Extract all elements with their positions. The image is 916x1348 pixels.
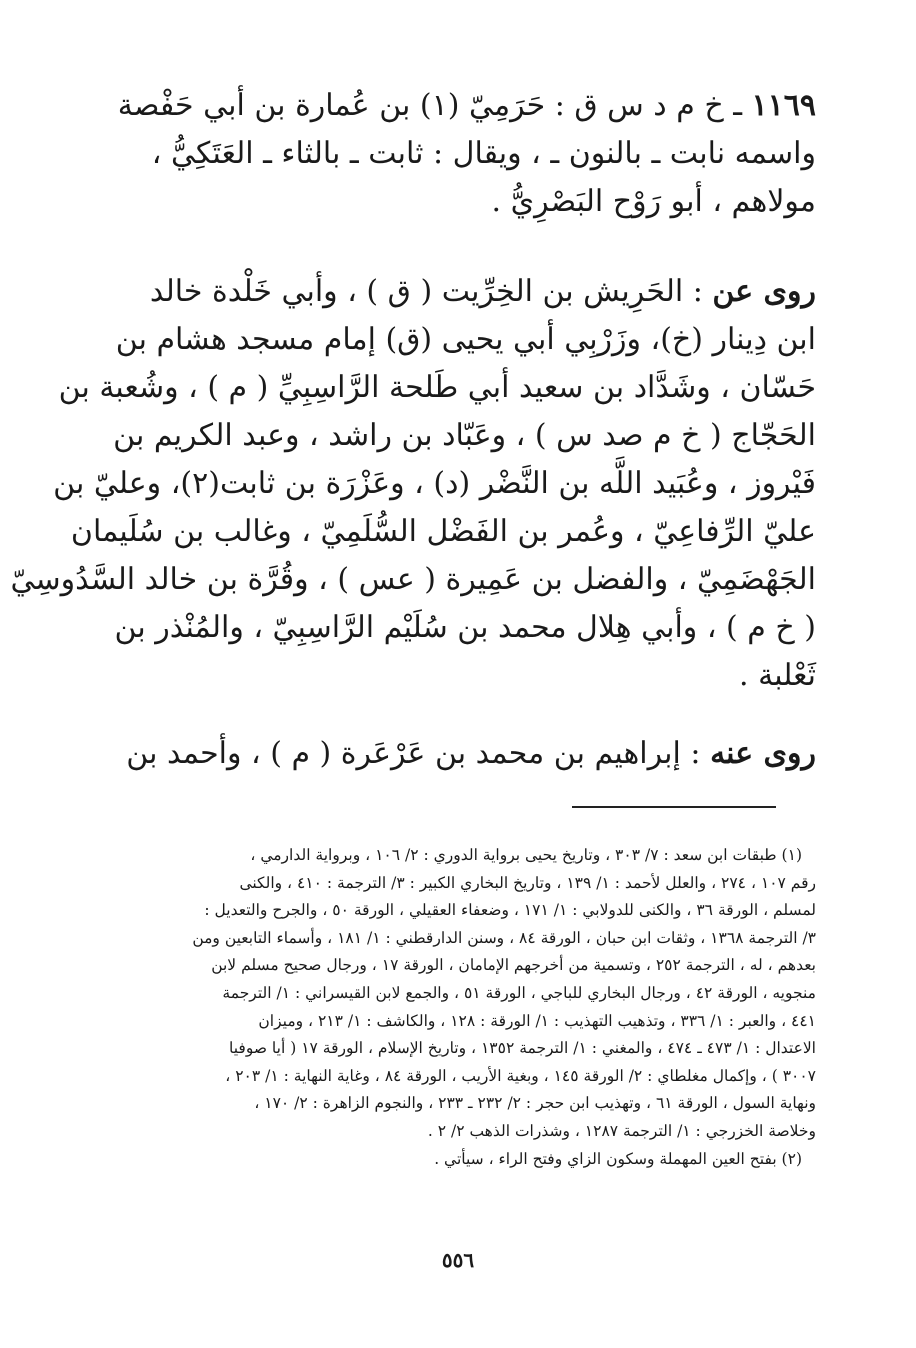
narrated-from-line: [96, 268, 816, 316]
narrated-from-line: عليّ الرِّفاعِيّ ، وعُمر بن الفَضْل السُّلَمِيّ ، وغالب بن سُلَيمان: [70, 514, 816, 549]
entry-line: واسمه نابت ـ بالنون ـ ، ويقال : ثابت ـ بالثاء ـ العَتَكِيُّ ،: [151, 136, 816, 171]
narrated-from-label: روى عن: [712, 274, 816, 309]
entry-line: مولاهم ، أبو رَوْح البَصْرِيُّ .: [491, 184, 816, 219]
narrated-by-label: روى عنه: [710, 736, 816, 771]
narrated-from-line: حَسّان ، وشَدَّاد بن سعيد أبي طَلحة الرَّاسِبِيِّ ( م ) ، وشُعبة بن: [58, 370, 816, 405]
footnote-line: ونهاية السول ، الورقة ٦١ ، وتهذيب ابن حجر : ٢/ ٢٣٢ ـ ٢٣٣ ، والنجوم الزاهرة : ٢/ ١٧٠ ،: [254, 1094, 816, 1113]
footnote-line: منجويه ، الورقة ٤٢ ، ورجال البخاري للباجي ، الورقة ٥١ ، والجمع لابن القيسراني : ١/ الترجمة: [222, 983, 816, 1002]
footnote-line: ٣٠٠٧ ) ، وإكمال مغلطاي : ٢/ الورقة ١٤٥ ، وبغية الأريب ، الورقة ٨٤ ، وغاية النهاية : ١/ ٢٠٣ ،: [225, 1066, 816, 1085]
entry-number: ١١٦٩: [751, 88, 816, 123]
footnote-line: (١) طبقات ابن سعد : ٧/ ٣٠٣ ، وتاريخ يحيى برواية الدوري : ٢/ ١٠٦ ، وبرواية الدارمي ،: [250, 846, 802, 864]
footnotes: [96, 842, 816, 1173]
footnote-line: رقم ١٠٧ ، ٢٧٤ ، والعلل لأحمد : ١/ ١٣٩ ، وتاريخ البخاري الكبير : ٣/ الترجمة : ٤١٠ ، والكنى: [239, 873, 816, 892]
narrated-from-section: [10, 268, 816, 700]
page-number: ٥٥٦: [441, 1248, 475, 1272]
narrated-by-line: [96, 730, 816, 778]
narrated-by-text: : إبراهيم بن محمد بن عَرْعَرة ( م ) ، وأحمد بن: [126, 736, 701, 771]
narrated-from-text: : الحَرِيش بن الخِرِّيت ( ق ) ، وأبي خَلْدة خالد: [149, 274, 703, 309]
footnote-line: وخلاصة الخزرجي : ١/ الترجمة ١٢٨٧ ، وشذرات الذهب ٢/ ٢ .: [427, 1121, 816, 1140]
narrated-from-line: ثَعْلبة .: [739, 658, 816, 693]
entry-line: [96, 82, 816, 130]
narrated-from-line: الجَهْضَمِيّ ، والفضل بن عَمِيرة ( عس ) ، وقُرَّة بن خالد السَّدُوسِيّ: [10, 562, 816, 597]
narrated-from-line: فَيْروز ، وعُبَيد اللَّه بن النَّضْر (د) ، وعَزْرَة بن ثابت(٢)، وعليّ بن: [53, 466, 816, 501]
footnote-line: (٢) بفتح العين المهملة وسكون الزاي وفتح الراء ، سيأتي .: [434, 1149, 802, 1168]
footnote-line: بعدهم ، له ، الترجمة ٢٥٢ ، وتسمية من أخرجهم الإمامان ، الورقة ١٧ ، ورجال صحيح مسلم لابن: [211, 956, 816, 975]
entry-header: [96, 82, 816, 226]
footnote-line: لمسلم ، الورقة ٣٦ ، والكنى للدولابي : ١/ ١٧١ ، وضعفاء العقيلي ، الورقة ٥٠ ، والجرح والتعديل :: [204, 901, 816, 920]
narrated-by-section: [96, 730, 816, 778]
narrated-from-line: ( خ م ) ، وأبي هِلال محمد بن سُلَيْم الرَّاسِبِيّ ، والمُنْذر بن: [114, 610, 816, 645]
narrated-from-line: الحَجّاج ( خ م صد س ) ، وعَبّاد بن راشد ، وعبد الكريم بن: [113, 418, 816, 453]
footnote-separator: [572, 806, 776, 808]
footnote-line: ٣/ الترجمة ١٣٦٨ ، وثقات ابن حبان ، الورقة ٨٤ ، وسنن الدارقطني : ١/ ١٨١ ، وأسماء التابعين ومن: [192, 928, 816, 947]
entry-line-text: ـ خ م د س ق : حَرَمِيّ (١) بن عُمارة بن أبي حَفْصة: [117, 88, 752, 123]
footnote-line: ٤٤١ ، والعبر : ١/ ٣٣٦ ، وتذهيب التهذيب : ١/ الورقة : ١٢٨ ، والكاشف : ١/ ٢١٣ ، وميزان: [258, 1011, 816, 1030]
narrated-from-line: ابن دِينار (خ)، وزَرْبِي أبي يحيى (ق) إمام مسجد هشام بن: [115, 322, 816, 357]
footnote-line: الاعتدال : ١/ ٤٧٣ ـ ٤٧٤ ، والمغني : ١/ الترجمة ١٣٥٢ ، وتاريخ الإسلام ، الورقة ١٧ ( أيا صوفيا: [229, 1039, 816, 1058]
